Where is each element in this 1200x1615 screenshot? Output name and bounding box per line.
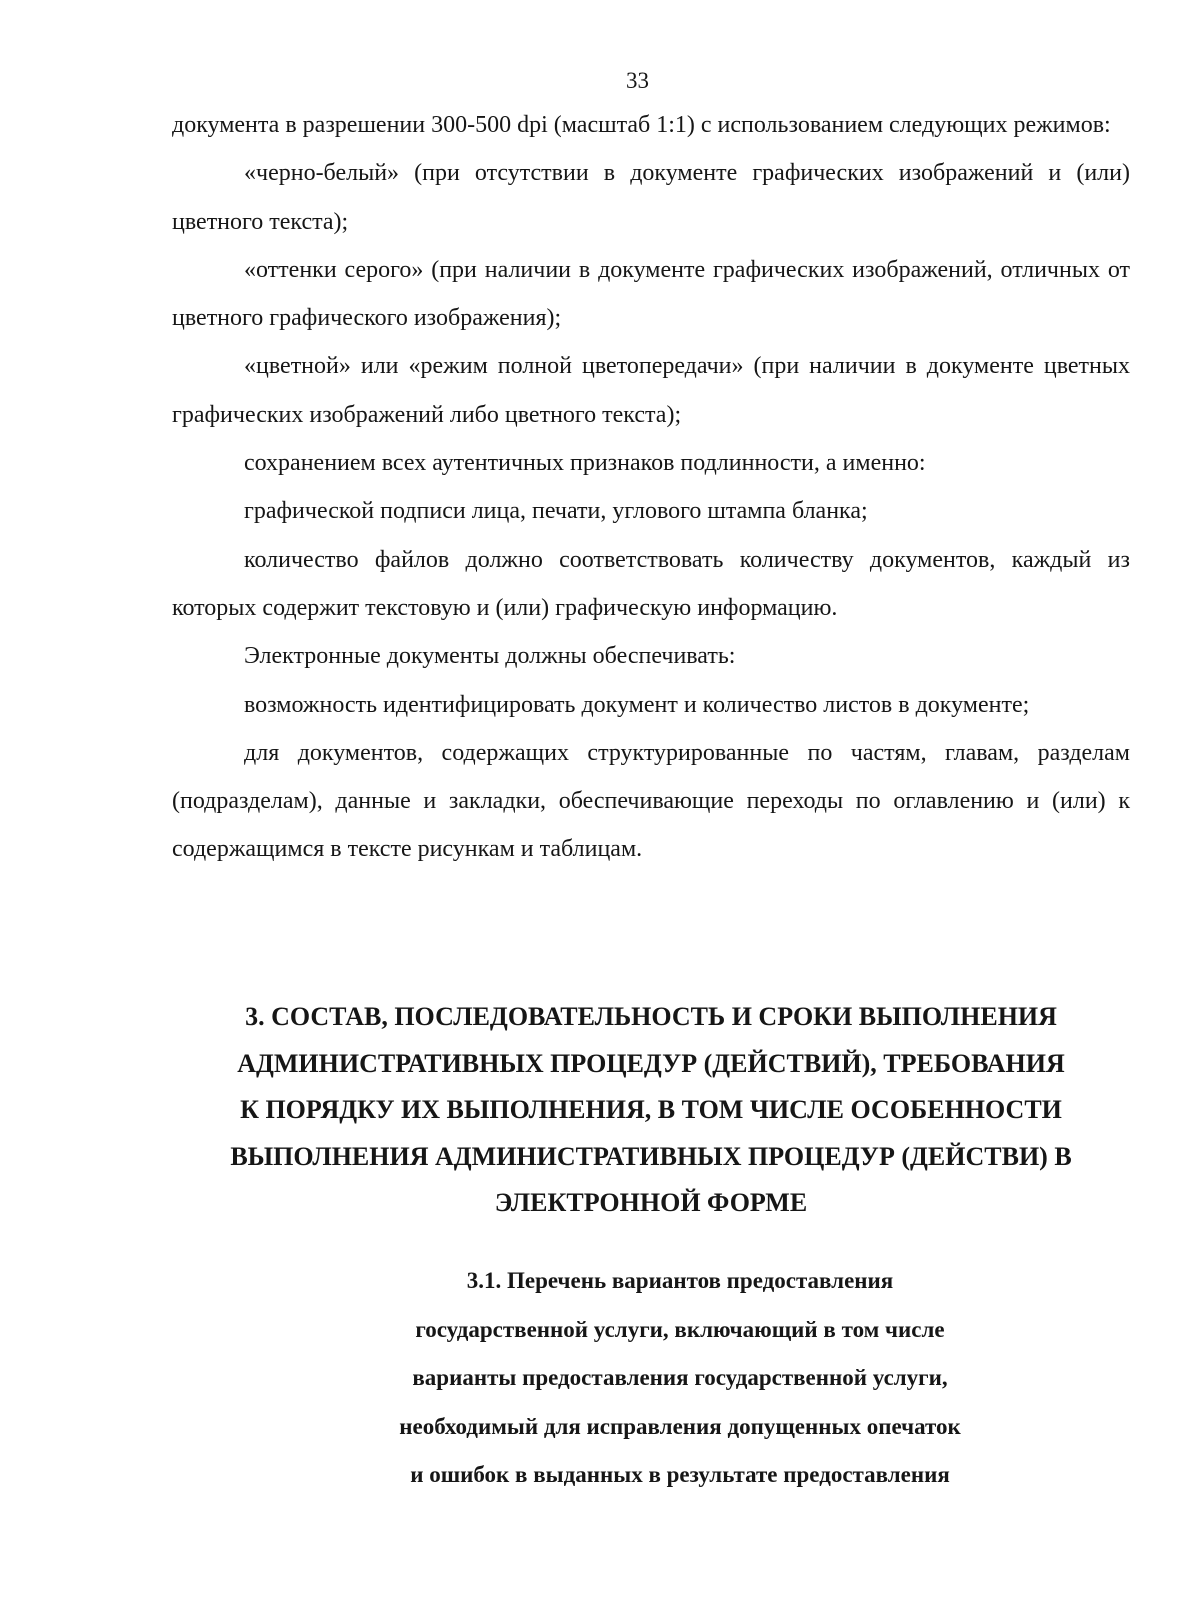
section-heading — [172, 994, 1130, 1227]
subsection-heading-line: варианты предоставления государственной услуги, — [412, 1365, 948, 1390]
section-heading-line: АДМИНИСТРАТИВНЫХ ПРОЦЕДУР (ДЕЙСТВИЙ), ТРЕБОВАНИЯ — [237, 1048, 1065, 1078]
paragraph: возможность идентифицировать документ и количество листов в документе; — [244, 691, 1030, 718]
subsection-heading-line: государственной услуги, включающий в том числе — [415, 1316, 945, 1342]
paragraph: «черно-белый» (при отсутствии в документе графических изображений и (или) цветного текста); — [172, 160, 1130, 235]
subsection-heading-line: и ошибок в выданных в результате предоставления — [410, 1462, 950, 1487]
paragraph: графической подписи лица, печати, углового штампа бланка; — [244, 498, 868, 525]
section-heading-line: ЭЛЕКТРОННОЙ ФОРМЕ — [494, 1188, 808, 1217]
body-text — [172, 101, 1130, 874]
section-heading-line: ВЫПОЛНЕНИЯ АДМИНИСТРАТИВНЫХ ПРОЦЕДУР (ДЕЙСТВИ) В — [230, 1141, 1072, 1171]
paragraph: документа в разрешении 300-500 dpi (масштаб 1:1) с использованием следующих режимов: — [172, 112, 1111, 138]
paragraph: «оттенки серого» (при наличии в документе графических изображений, отличных от цветного графического изображения); — [172, 256, 1130, 332]
subsection-heading-line: необходимый для исправления допущенных опечаток — [399, 1413, 961, 1439]
page-number: 33 — [626, 68, 649, 93]
section-heading-line: 3. СОСТАВ, ПОСЛЕДОВАТЕЛЬНОСТЬ И СРОКИ ВЫПОЛНЕНИЯ — [245, 1002, 1057, 1031]
subsection-heading — [320, 1257, 1040, 1500]
paragraph: «цветной» или «режим полной цветопередачи» (при наличии в документе цветных графических изображений либо цветного текста); — [172, 353, 1130, 428]
paragraph: сохранением всех аутентичных признаков подлинности, а именно: — [244, 450, 926, 477]
subsection-heading-line: 3.1. Перечень вариантов предоставления — [466, 1268, 894, 1293]
paragraph: количество файлов должно соответствовать количеству документов, каждый из которых содержит текстовую и (или) графическую информацию. — [172, 546, 1130, 621]
paragraph: Электронные документы должны обеспечивать: — [244, 643, 736, 670]
paragraph: для документов, содержащих структурированные по частям, главам, разделам (подразделам), данные и закладки, обеспечивающие переходы по оглавлению и (или) к содержащимся в тексте рисункам и таблицам. — [172, 739, 1130, 863]
section-heading-line: К ПОРЯДКУ ИХ ВЫПОЛНЕНИЯ, В ТОМ ЧИСЛЕ ОСОБЕННОСТИ — [240, 1095, 1062, 1124]
